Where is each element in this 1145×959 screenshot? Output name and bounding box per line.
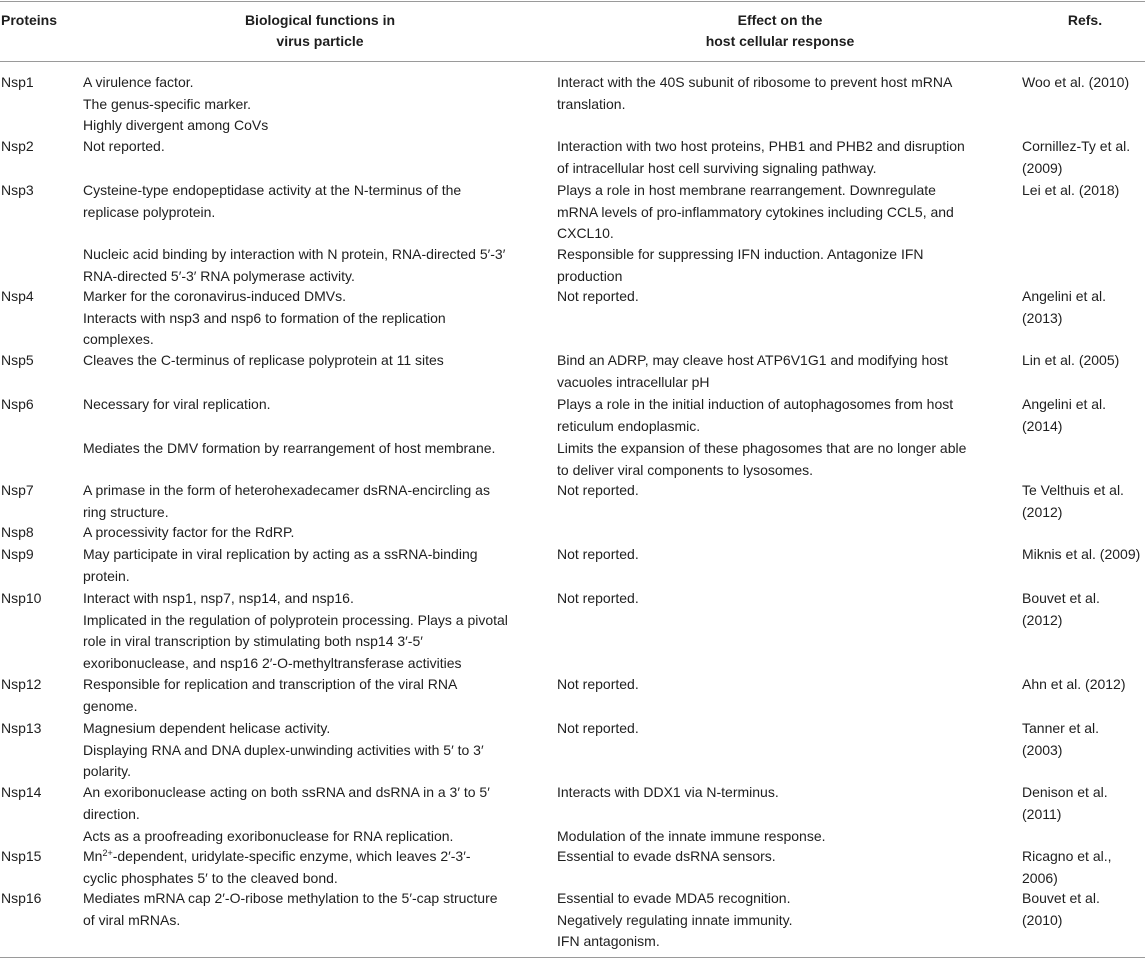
biological-function-line: role in viral transcription by stimulating both nsp14 3′-5′	[83, 633, 423, 649]
biological-function-line: genome.	[83, 697, 138, 714]
reference-line: Lin et al. (2005)	[1022, 352, 1120, 368]
reference-line: Denison et al.	[1022, 784, 1108, 800]
header-refs: Refs.	[1067, 12, 1103, 28]
biological-function-line: protein.	[83, 567, 130, 584]
biological-function	[83, 544, 478, 587]
header-biological-functions: Biological functions in virus particle	[244, 12, 396, 49]
biological-function-line: Marker for the coronavirus-induced DMVs.	[83, 288, 346, 304]
biological-function	[83, 522, 294, 544]
protein-name: Nsp5	[1, 352, 34, 368]
biological-function-line: ring structure.	[83, 503, 169, 520]
reference-line: Angelini et al.	[1022, 396, 1107, 412]
host-effect-line: Interaction with two host proteins, PHB1 and PHB2 and disruption	[557, 138, 965, 154]
host-effect-line: Plays a role in the initial induction of autophagosomes from host	[557, 396, 954, 412]
reference	[1022, 394, 1106, 437]
host-effect-line: translation.	[557, 95, 626, 112]
host-effect-line: of intracellular host cell surviving signaling pathway.	[557, 159, 877, 176]
host-effect-line: Not reported.	[557, 482, 639, 498]
reference-line: Tanner et al.	[1022, 720, 1100, 736]
host-effect-line: Interacts with DDX1 via N-terminus.	[557, 784, 779, 800]
biological-function-line: Acts as a proofreading exoribonuclease for RNA replication.	[83, 828, 454, 844]
reference-line: Bouvet et al.	[1022, 590, 1100, 606]
host-effect-line: vacuoles intracellular pH	[557, 373, 710, 390]
biological-function	[83, 438, 495, 460]
biological-function	[83, 826, 453, 848]
reference	[1022, 350, 1119, 372]
reference-line: Ahn et al. (2012)	[1022, 676, 1126, 692]
host-effect-line: production	[557, 267, 623, 284]
host-effect-line: Not reported.	[557, 720, 639, 736]
host-effect	[557, 674, 639, 696]
host-effect	[557, 480, 639, 502]
reference-line: (2012)	[1022, 611, 1063, 628]
protein-name: Nsp8	[1, 524, 34, 540]
biological-function-line: An exoribonuclease acting on both ssRNA and dsRNA in a 3′ to 5′	[83, 784, 490, 800]
host-effect	[557, 244, 924, 287]
biological-function	[83, 394, 271, 416]
host-effect-line: Responsible for suppressing IFN induction. Antagonize IFN	[557, 246, 924, 262]
biological-function-line: polarity.	[83, 763, 131, 779]
reference	[1022, 888, 1100, 931]
reference-line: Te Velthuis et al.	[1022, 482, 1124, 498]
biological-function-line	[83, 846, 470, 868]
host-effect	[557, 136, 965, 179]
biological-function	[83, 718, 484, 783]
host-effect-line: Bind an ADRP, may cleave host ATP6V1G1 and modifying host	[557, 352, 948, 368]
protein-name: Nsp9	[1, 546, 34, 562]
reference-line: Ricagno et al.,	[1022, 848, 1112, 864]
host-effect	[557, 544, 639, 566]
biological-function-line: Mediates the DMV formation by rearrangement of host membrane.	[83, 440, 496, 456]
biological-function	[83, 888, 498, 931]
host-effect	[557, 888, 793, 953]
reference-line: (2003)	[1022, 741, 1063, 758]
reference	[1022, 588, 1100, 631]
host-effect-line: Limits the expansion of these phagosomes that are no longer able	[557, 440, 967, 456]
biological-function-line: replicase polyprotein.	[83, 203, 216, 220]
reference	[1022, 674, 1126, 696]
host-effect	[557, 588, 639, 610]
reference-line: (2009)	[1022, 159, 1063, 176]
reference-line: Miknis et al. (2009)	[1022, 546, 1141, 562]
biological-function-line: Not reported.	[83, 138, 165, 154]
biological-function	[83, 244, 505, 287]
table-bottom-rule	[0, 957, 1145, 958]
host-effect-line: Essential to evade dsRNA sensors.	[557, 848, 776, 864]
reference-line: Angelini et al.	[1022, 288, 1107, 304]
biological-function	[83, 180, 461, 223]
reference-line: Lei et al. (2018)	[1022, 182, 1120, 198]
biological-function-line: A processivity factor for the RdRP.	[83, 524, 295, 540]
biological-function	[83, 350, 444, 372]
header-proteins: Proteins	[1, 12, 58, 28]
biological-function	[83, 782, 490, 825]
biological-function	[83, 72, 268, 137]
biological-function-line: of viral mRNAs.	[83, 911, 181, 928]
protein-name: Nsp3	[1, 182, 34, 198]
biological-function-line: Highly divergent among CoVs	[83, 117, 269, 133]
reference	[1022, 180, 1119, 202]
reference	[1022, 718, 1099, 761]
biological-function-line: Interact with nsp1, nsp7, nsp14, and nsp16.	[83, 590, 354, 606]
host-effect	[557, 180, 954, 245]
biological-function-line: A virulence factor.	[83, 74, 194, 90]
biological-function-line: A primase in the form of heterohexadecamer dsRNA-encircling as	[83, 482, 490, 498]
host-effect-line: Modulation of the innate immune response.	[557, 828, 826, 844]
biological-function-line: Magnesium dependent helicase activity.	[83, 720, 331, 736]
host-effect-line: Essential to evade MDA5 recognition.	[557, 890, 791, 906]
reference-line: (2010)	[1022, 911, 1063, 928]
protein-name: Nsp2	[1, 138, 34, 154]
biological-function	[83, 136, 165, 158]
host-effect-line: reticulum endoplasmic.	[557, 417, 701, 434]
host-effect-line: Not reported.	[557, 546, 639, 562]
reference	[1022, 480, 1124, 523]
protein-name: Nsp4	[1, 288, 34, 304]
protein-name: Nsp6	[1, 396, 34, 412]
reference-line: 2006)	[1022, 869, 1058, 886]
biological-function-line: Cleaves the C-terminus of replicase polyprotein at 11 sites	[83, 352, 444, 368]
protein-name: Nsp1	[1, 74, 34, 90]
biological-function-line: RNA-directed 5′-3′ RNA polymerase activity.	[83, 267, 355, 284]
reference	[1022, 136, 1130, 179]
biological-function-line: Cysteine-type endopeptidase activity at the N-terminus of the	[83, 182, 462, 198]
reference-line: (2013)	[1022, 309, 1063, 326]
protein-name: Nsp10	[1, 590, 42, 606]
reference	[1022, 72, 1129, 94]
host-effect	[557, 846, 776, 868]
host-effect-line: Not reported.	[557, 590, 639, 606]
protein-name: Nsp7	[1, 482, 34, 498]
protein-name: Nsp14	[1, 784, 42, 800]
host-effect	[557, 438, 966, 481]
protein-name: Nsp12	[1, 676, 42, 692]
host-effect	[557, 826, 826, 848]
biological-function-line: Responsible for replication and transcription of the viral RNA	[83, 676, 458, 692]
reference	[1022, 782, 1108, 825]
biological-function	[83, 846, 470, 889]
host-effect-line: Not reported.	[557, 288, 639, 304]
biological-function	[83, 480, 490, 523]
reference-line: Cornillez-Ty et al.	[1022, 138, 1131, 154]
biological-function-line: The genus-specific marker.	[83, 95, 252, 112]
host-effect	[557, 286, 639, 308]
host-effect-line: CXCL10.	[557, 225, 614, 241]
biological-function-line: Implicated in the regulation of polyprotein processing. Plays a pivotal	[83, 611, 508, 628]
reference-line: Woo et al. (2010)	[1022, 74, 1130, 90]
host-effect	[557, 350, 948, 393]
host-effect	[557, 782, 779, 804]
biological-function	[83, 286, 446, 351]
biological-function-line: complexes.	[83, 331, 154, 347]
host-effect-line: Negatively regulating innate immunity.	[557, 911, 793, 928]
biological-function	[83, 674, 457, 717]
biological-function-line: Nucleic acid binding by interaction with N protein, RNA-directed 5′-3′	[83, 246, 506, 262]
table-top-rule	[0, 1, 1145, 2]
host-effect	[557, 718, 639, 740]
reference-line: Bouvet et al.	[1022, 890, 1100, 906]
biological-function	[83, 588, 508, 674]
host-effect	[557, 394, 953, 437]
reference	[1022, 286, 1106, 329]
biological-function-line: cyclic phosphates 5′ to the cleaved bond.	[83, 869, 338, 886]
biological-function-line: direction.	[83, 805, 140, 822]
host-effect-line: Interact with the 40S subunit of ribosome to prevent host mRNA	[557, 74, 953, 90]
host-effect-line: Not reported.	[557, 676, 639, 692]
reference-line: (2014)	[1022, 417, 1063, 434]
superscript: 2+	[102, 848, 113, 858]
host-effect-line: to deliver viral components to lysosomes.	[557, 461, 813, 478]
reference	[1022, 544, 1140, 566]
protein-name: Nsp16	[1, 890, 42, 906]
host-effect-line: mRNA levels of pro-inflammatory cytokines including CCL5, and	[557, 203, 954, 220]
biological-function-line: Necessary for viral replication.	[83, 396, 271, 412]
bio-text: Mn	[83, 848, 103, 864]
reference-line: (2012)	[1022, 503, 1063, 520]
header-bottom-rule	[0, 61, 1145, 62]
protein-name: Nsp15	[1, 848, 42, 864]
reference-line: (2011)	[1022, 805, 1062, 822]
header-effect-on-host: Effect on the host cellular response	[705, 12, 855, 49]
reference	[1022, 846, 1112, 889]
host-effect-line: Plays a role in host membrane rearrangement. Downregulate	[557, 182, 936, 198]
bio-text: -dependent, uridylate-specific enzyme, which leaves 2′-3′-	[112, 848, 471, 864]
protein-name: Nsp13	[1, 720, 42, 736]
host-effect	[557, 72, 952, 115]
biological-function-line: Mediates mRNA cap 2′-O-ribose methylation to the 5′-cap structure	[83, 890, 498, 906]
biological-function-line: May participate in viral replication by acting as a ssRNA-binding	[83, 546, 478, 562]
host-effect-line: IFN antagonism.	[557, 933, 660, 949]
biological-function-line: exoribonuclease, and nsp16 2′-O-methyltransferase activities	[83, 654, 462, 671]
biological-function-line: Displaying RNA and DNA duplex-unwinding activities with 5′ to 3′	[83, 741, 484, 758]
biological-function-line: Interacts with nsp3 and nsp6 to formation of the replication	[83, 309, 446, 326]
